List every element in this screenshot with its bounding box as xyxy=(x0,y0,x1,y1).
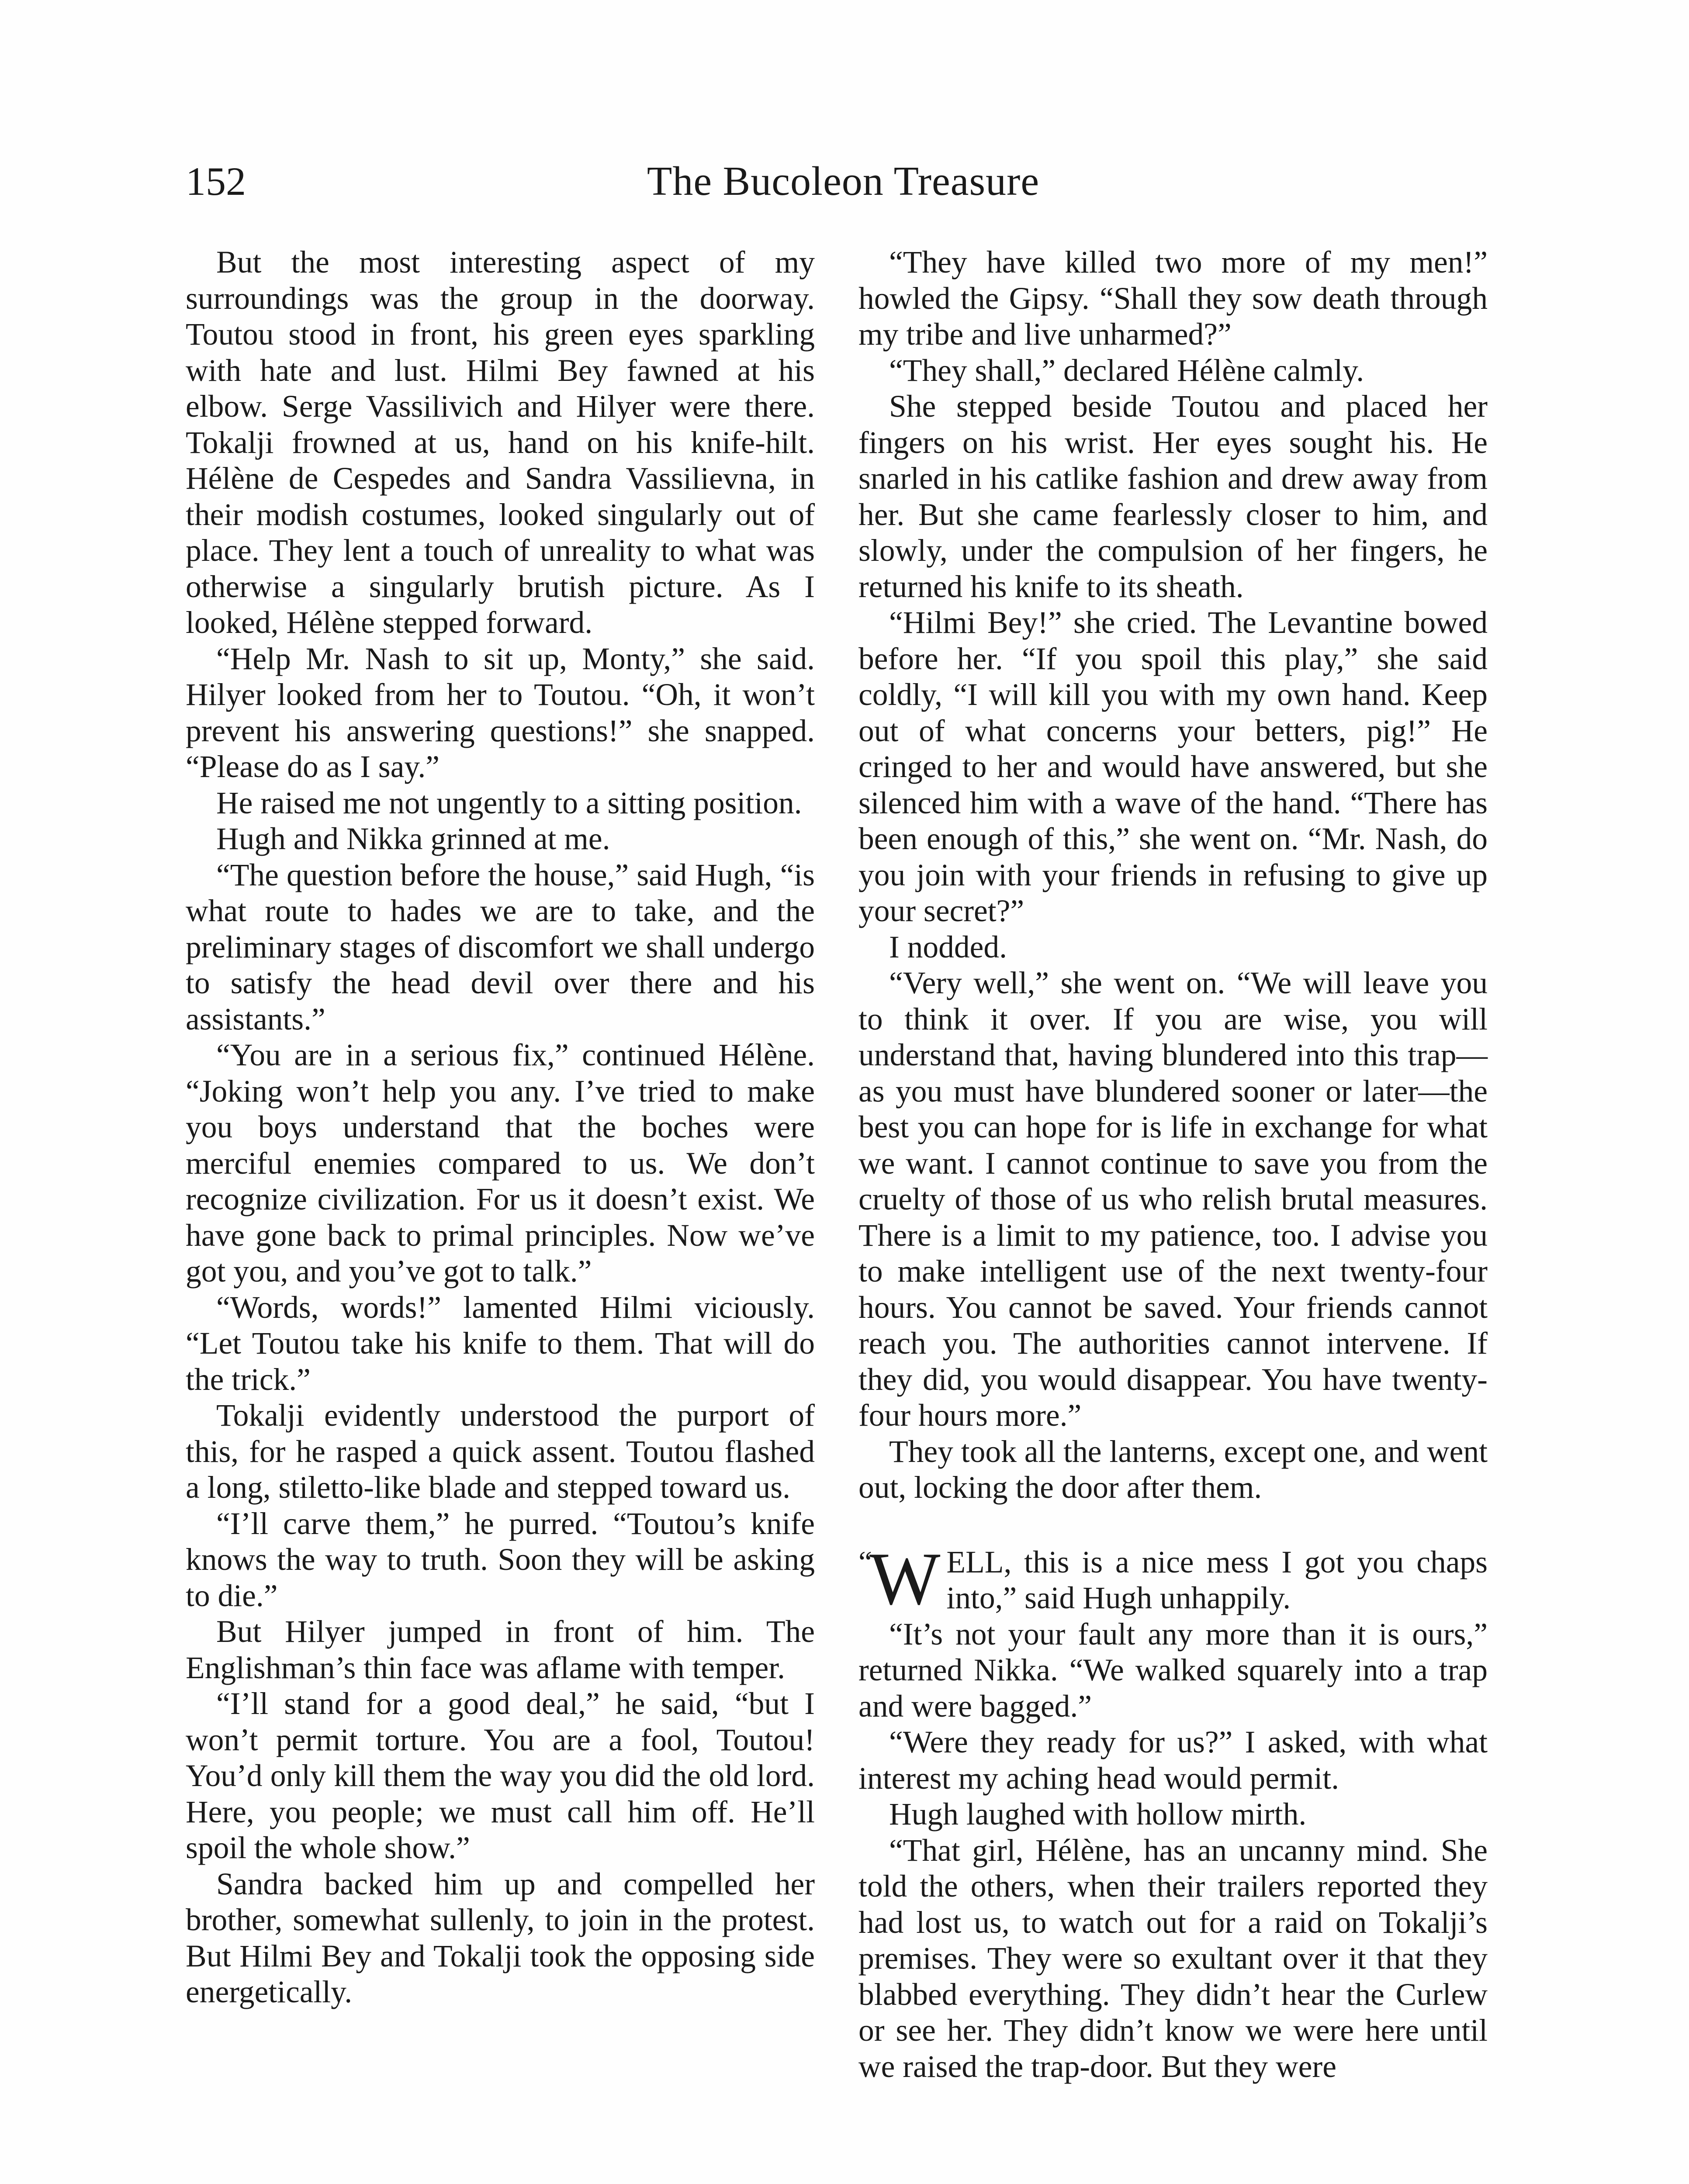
paragraph: Hugh laughed with hollow mirth. xyxy=(889,1797,1307,1832)
running-head xyxy=(186,155,1501,216)
paragraph: Sandra backed him up and compelled her brother, somewhat sullenly, to join in the protest. But Hilmi Bey and Tokalji took the opposing side energetically. xyxy=(186,1866,815,2009)
right-column xyxy=(858,245,1488,2085)
paragraph: “They shall,” declared Hélène calmly. xyxy=(889,353,1364,388)
paragraph: “I’ll carve them,” he purred. “Toutou’s knife knows the way to truth. Soon they will be asking to die.” xyxy=(186,1506,815,1613)
paragraph: I nodded. xyxy=(889,930,1007,964)
paragraph: “You are in a serious fix,” continued Hélène. “Joking won’t help you any. I’ve tried to make you boys understand that the boches were merciful enemies compared to us. We don’t recognize civilization. For us it doesn’t exist. We have gone back to primal principles. Now we’ve got you, and you’ve got to talk.” xyxy=(186,1038,815,1289)
dropcap-letter: W xyxy=(869,1537,941,1621)
paragraph: Tokalji evidently understood the purport of this, for he rasped a quick assent. Toutou flashed a long, stiletto-like blade and stepped toward us. xyxy=(186,1398,815,1505)
paragraph: But the most interesting aspect of my surroundings was the group in the doorway. Toutou stood in front, his green eyes sparkling with hate and lust. Hilmi Bey fawned at his elbow. Serge Vassilivich and Hilyer were there. Tokalji frowned at us, hand on his knife-hilt. Hélène de Cespedes and Sandra Vassilievna, in their modish costumes, looked singularly out of place. They lent a touch of unreality to what was otherwise a singularly brutish picture. As I looked, Hélène stepped forward. xyxy=(186,245,815,640)
paragraph: “I’ll stand for a good deal,” he said, “but I won’t permit torture. You are a fool, Toutou! You’d only kill them the way you did the old lord. Here, you people; we must call him off. He’ll spoil the whole show.” xyxy=(186,1686,815,1865)
paragraph: But Hilyer jumped in front of him. The Englishman’s thin face was aflame with temper. xyxy=(186,1614,815,1685)
paragraph: “Words, words!” lamented Hilmi viciously. “Let Toutou take his knife to them. That will do the trick.” xyxy=(186,1290,815,1397)
paragraph: “Were they ready for us?” I asked, with what interest my aching head would permit. xyxy=(858,1725,1488,1796)
dropcap-open-quote: “ xyxy=(858,1545,872,1579)
dropcap-paragraph-text: ELL, this is a nice mess I got you chaps into,” said Hugh unhappily. xyxy=(946,1545,1488,1615)
paragraph: “It’s not your fault any more than it is ours,” returned Nikka. “We walked squarely into a trap and were bagged.” xyxy=(858,1617,1488,1724)
section-break xyxy=(858,1506,1488,1545)
paragraph: “The question before the house,” said Hugh, “is what route to hades we are to take, and the preliminary stages of discomfort we shall undergo to satisfy the head devil over there and his assistants.” xyxy=(186,857,815,1037)
dropcap-paragraph xyxy=(858,1537,1488,1621)
paragraph: “Help Mr. Nash to sit up, Monty,” she said. Hilyer looked from her to Toutou. “Oh, it won’t prevent his answering questions!” she snapped. “Please do as I say.” xyxy=(186,641,815,784)
running-title: The Bucoleon Treasure xyxy=(647,159,1040,204)
paragraph: She stepped beside Toutou and placed her fingers on his wrist. Her eyes sought his. He snarled in his catlike fashion and drew away from her. But she came fearlessly closer to him, and slowly, under the compulsion of her fingers, he returned his knife to its sheath. xyxy=(858,389,1488,604)
paragraph: He raised me not ungently to a sitting position. xyxy=(216,785,802,820)
paragraph: “They have killed two more of my men!” howled the Gipsy. “Shall they sow death through my tribe and live unharmed?” xyxy=(858,245,1488,352)
paragraph: Hugh and Nikka grinned at me. xyxy=(216,822,610,856)
paragraph: They took all the lanterns, except one, and went out, locking the door after them. xyxy=(858,1434,1488,1505)
page-number: 152 xyxy=(186,159,246,204)
left-column xyxy=(186,245,815,2011)
paragraph: “That girl, Hélène, has an uncanny mind. She told the others, when their trailers reported they had lost us, to watch out for a raid on Tokalji’s premises. They were so exultant over it that they blabbed everything. They didn’t hear the Curlew or see her. They didn’t know we were here until we raised the trap-door. But they were xyxy=(858,1833,1488,2084)
paragraph: “Very well,” she went on. “We will leave you to think it over. If you are wise, you will understand that, having blundered into this trap—as you must have blundered sooner or later—the best you can hope for is life in exchange for what we want. I cannot continue to save you from the cruelty of those of us who relish brutal measures. There is a limit to my patience, too. I advise you to make intelligent use of the next twenty-four hours. You cannot be saved. Your friends cannot reach you. The authorities cannot intervene. If they did, you would disappear. You have twenty-four hours more.” xyxy=(858,966,1488,1433)
paragraph: “Hilmi Bey!” she cried. The Levantine bowed before her. “If you spoil this play,” she said coldly, “I will kill you with my own hand. Keep out of what concerns your betters, pig!” He cringed to her and would have answered, but she silenced him with a wave of the hand. “There has been enough of this,” she went on. “Mr. Nash, do you join with your friends in refusing to give up your secret?” xyxy=(858,605,1488,928)
